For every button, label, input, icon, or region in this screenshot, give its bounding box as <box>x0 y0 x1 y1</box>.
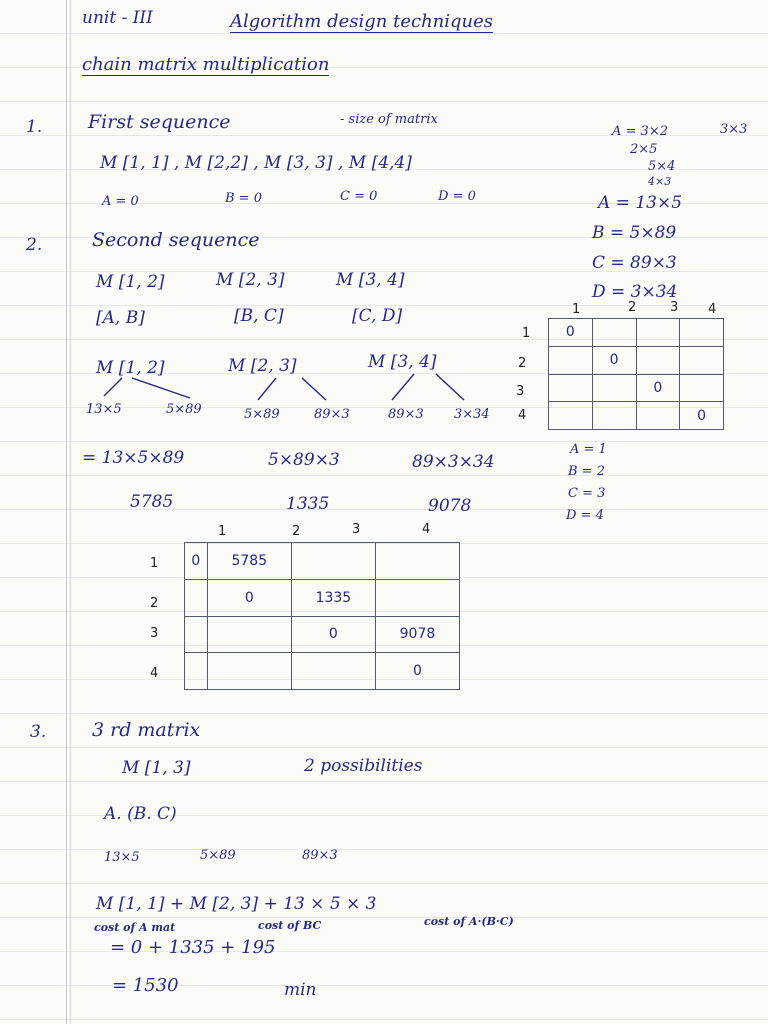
t1-cell <box>680 346 724 374</box>
table1-col-3: 3 <box>670 300 679 315</box>
pair-cd: [C, D] <box>352 306 403 326</box>
section-2-number: 2. <box>26 235 43 255</box>
t2-cell: 0 <box>291 616 375 653</box>
seq2b-mat-2: M [2, 3] <box>228 356 297 376</box>
dim-pair-2a: 5×89 <box>244 407 280 422</box>
min-label: min <box>284 980 317 1000</box>
t1-cell <box>549 374 593 402</box>
seq2b-mat-1: M [1, 2] <box>96 358 165 378</box>
seq2b-mat-3: M [3, 4] <box>368 352 437 372</box>
table1-row-1: 1 <box>522 326 531 341</box>
topic-title: chain matrix multiplication <box>82 54 330 75</box>
seq2-mat-3: M [3, 4] <box>336 270 405 290</box>
value-c: C = 0 <box>340 189 378 204</box>
table2-col-4: 4 <box>422 522 431 537</box>
dim-pair-1a: 13×5 <box>86 402 122 417</box>
product-1: = 13×5×89 <box>82 448 185 468</box>
dim-pair-3a: 89×3 <box>388 407 424 422</box>
t2-cell: 1335 <box>291 579 375 616</box>
dim-c: C = 89×3 <box>592 253 677 273</box>
label-cost-a: cost of A mat <box>94 921 176 934</box>
table2-row-3: 3 <box>150 626 159 641</box>
map-c: C = 3 <box>568 486 606 501</box>
s3-dim-3: 89×3 <box>302 848 338 863</box>
side-line-4: 4×3 <box>648 175 672 188</box>
dim-a: A = 13×5 <box>598 193 683 213</box>
t1-cell: 0 <box>636 374 680 402</box>
t2-cell: 0 <box>375 653 459 690</box>
cost-total: = 1530 <box>112 975 179 996</box>
section-3-title: 3 rd matrix <box>92 719 201 741</box>
map-b: B = 2 <box>568 464 605 479</box>
label-cost-bc: cost of BC <box>258 919 322 932</box>
section-1-number: 1. <box>26 117 43 137</box>
side-extra: 3×3 <box>720 122 748 137</box>
unit-label: unit - III <box>82 8 153 28</box>
map-d: D = 4 <box>566 508 604 523</box>
t1-cell <box>592 319 636 347</box>
t2-cell <box>207 653 291 690</box>
t1-cell <box>636 346 680 374</box>
side-line-2: 2×5 <box>630 142 658 157</box>
value-b: B = 0 <box>225 191 262 206</box>
result-2: 1335 <box>286 494 330 514</box>
section-2-title: Second sequence <box>92 229 260 251</box>
cost-table-2 <box>184 542 460 690</box>
section-3-number: 3. <box>30 722 47 742</box>
side-line-1: A = 3×2 <box>612 124 668 139</box>
t1-cell: 0 <box>592 346 636 374</box>
page-title: Algorithm design techniques <box>230 11 494 32</box>
section-1-note: - size of matrix <box>340 112 438 127</box>
cost-table-1 <box>548 318 724 430</box>
t2-cell: 5785 <box>207 543 291 580</box>
table2-row-2: 2 <box>150 596 159 611</box>
section-1-title: First sequence <box>88 111 231 133</box>
t2-cell <box>207 616 291 653</box>
table2-row-1: 1 <box>150 556 159 571</box>
t2-cell <box>375 579 459 616</box>
section-3-matrix: M [1, 3] <box>122 758 191 778</box>
s3-dim-2: 5×89 <box>200 848 236 863</box>
pair-bc: [B, C] <box>234 306 284 326</box>
table1-row-4: 4 <box>518 408 527 423</box>
table2-row-4: 4 <box>150 666 159 681</box>
t1-cell <box>636 319 680 347</box>
t1-cell <box>549 346 593 374</box>
map-a: A = 1 <box>570 442 607 457</box>
value-d: D = 0 <box>438 189 476 204</box>
dim-pair-3b: 3×34 <box>454 407 490 422</box>
label-cost-abc: cost of A·(B·C) <box>424 915 514 928</box>
side-line-3: 5×4 <box>648 159 676 174</box>
t2-cell <box>375 543 459 580</box>
t2-cell <box>185 616 208 653</box>
t1-cell <box>592 374 636 402</box>
table1-row-3: 3 <box>516 384 525 399</box>
t1-cell <box>680 374 724 402</box>
t2-cell: 0 <box>207 579 291 616</box>
t1-cell <box>549 402 593 430</box>
parenthesization: A. (B. C) <box>104 804 177 824</box>
result-1: 5785 <box>130 492 174 512</box>
result-3: 9078 <box>428 496 472 516</box>
table1-row-2: 2 <box>518 356 527 371</box>
possibilities: 2 possibilities <box>304 756 423 776</box>
dim-d: D = 3×34 <box>592 282 678 302</box>
t2-cell: 9078 <box>375 616 459 653</box>
table2-col-1: 1 <box>218 524 227 539</box>
t2-cell <box>185 579 208 616</box>
table1-col-4: 4 <box>708 302 717 317</box>
section-1-matrices: M [1, 1] , M [2,2] , M [3, 3] , M [4,4] <box>100 153 412 173</box>
t1-cell <box>680 319 724 347</box>
table1-col-1: 1 <box>572 302 581 317</box>
pair-ab: [A, B] <box>96 308 145 328</box>
t1-cell: 0 <box>549 319 593 347</box>
cost-sum: M [1, 1] + M [2, 3] + 13 × 5 × 3 <box>96 894 377 914</box>
t2-cell: 0 <box>185 543 208 580</box>
seq2-mat-1: M [1, 2] <box>96 272 165 292</box>
product-2: 5×89×3 <box>268 450 340 470</box>
t2-cell <box>185 653 208 690</box>
cost-line-1: = 0 + 1335 + 195 <box>110 937 276 958</box>
dim-pair-2b: 89×3 <box>314 407 350 422</box>
value-a: A = 0 <box>102 194 139 209</box>
table2-col-2: 2 <box>292 524 301 539</box>
seq2-mat-2: M [2, 3] <box>216 270 285 290</box>
t2-cell <box>291 543 375 580</box>
t1-cell <box>592 402 636 430</box>
s3-dim-1: 13×5 <box>104 850 140 865</box>
dim-pair-1b: 5×89 <box>166 402 202 417</box>
t1-cell: 0 <box>680 402 724 430</box>
table1-col-2: 2 <box>628 300 637 315</box>
t2-cell <box>291 653 375 690</box>
t1-cell <box>636 402 680 430</box>
table2-col-3: 3 <box>352 522 361 537</box>
product-3: 89×3×34 <box>412 452 495 472</box>
dim-b: B = 5×89 <box>592 223 677 243</box>
